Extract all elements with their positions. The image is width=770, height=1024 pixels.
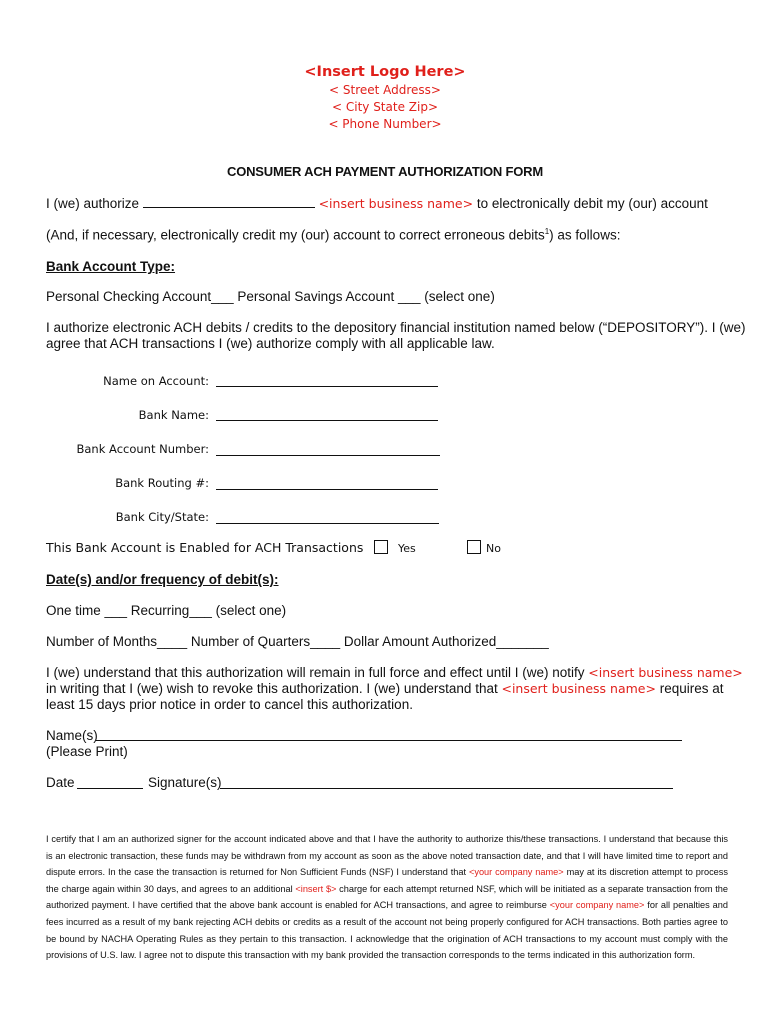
bank-type-options bbox=[46, 289, 495, 304]
authorizer-name-blank[interactable] bbox=[143, 195, 315, 208]
name-on-account-field[interactable] bbox=[216, 386, 438, 387]
credit-line-text: (And, if necessary, electronically credit my (our) account to correct erroneous debits bbox=[46, 227, 545, 243]
months-quarters-amount-line[interactable]: Number of Months____ Number of Quarters____ Dollar Amount Authorized_______ bbox=[46, 634, 549, 649]
ach-enabled-label: This Bank Account is Enabled for ACH Transactions bbox=[46, 540, 364, 555]
depository-line-2: agree that ACH transactions I (we) authorize comply with all applicable law. bbox=[46, 336, 495, 351]
authorize-line bbox=[46, 195, 708, 211]
revoke-line-1 bbox=[46, 665, 743, 680]
authorize-suffix: to electronically debit my (our) account bbox=[476, 196, 708, 211]
date-field[interactable] bbox=[77, 788, 143, 789]
no-label: No bbox=[486, 542, 501, 555]
names-field[interactable] bbox=[96, 740, 682, 741]
city-state-label: Bank City/State: bbox=[115, 510, 209, 524]
logo-placeholder: <Insert Logo Here> bbox=[304, 64, 466, 80]
revoke-text-2: in writing that I (we) wish to revoke this authorization. I (we) understand that bbox=[46, 681, 498, 696]
yes-checkbox[interactable] bbox=[374, 540, 388, 554]
frequency-heading: Date(s) and/or frequency of debit(s): bbox=[46, 572, 279, 587]
routing-field[interactable] bbox=[216, 489, 438, 490]
no-checkbox[interactable] bbox=[467, 540, 481, 554]
credit-line bbox=[46, 227, 620, 243]
account-number-label: Bank Account Number: bbox=[76, 442, 209, 456]
revoke-text-1: I (we) understand that this authorization will remain in full force and effect until I (we) notify bbox=[46, 665, 585, 680]
form-title: CONSUMER ACH PAYMENT AUTHORIZATION FORM bbox=[227, 164, 543, 179]
savings-option[interactable]: Personal Savings Account ___ bbox=[237, 289, 421, 304]
names-label: Name(s) bbox=[46, 728, 98, 743]
account-number-field[interactable] bbox=[216, 455, 440, 456]
footnote-marker: 1 bbox=[544, 227, 550, 236]
yes-label: Yes bbox=[398, 542, 416, 555]
checking-option[interactable]: Personal Checking Account___ bbox=[46, 289, 234, 304]
name-on-account-label: Name on Account: bbox=[103, 374, 209, 388]
authorize-prefix: I (we) authorize bbox=[46, 196, 140, 211]
company-name-placeholder-2: <your company name> bbox=[549, 900, 645, 911]
revoke-line-3: least 15 days prior notice in order to cancel this authorization. bbox=[46, 697, 413, 712]
amount-placeholder: <insert $> bbox=[295, 883, 337, 894]
company-name-placeholder-1: <your company name> bbox=[468, 867, 564, 878]
business-name-placeholder-2: <insert business name> bbox=[588, 665, 743, 680]
legal-text-2: may at its discretion attempt to process the charge again within 30 days, and agrees to an additional bbox=[46, 867, 728, 894]
legal-text-3: charge for each attempt returned NSF, which will be initiated as a separate transaction from the authorized payment. I have certified that the above bank account is enabled for ACH transactions, and agree to reimburse bbox=[46, 883, 728, 911]
bank-name-label: Bank Name: bbox=[138, 408, 209, 422]
routing-label: Bank Routing #: bbox=[115, 476, 209, 490]
select-one-note: (select one) bbox=[424, 289, 495, 304]
one-time-recurring-line[interactable]: One time ___ Recurring___ (select one) bbox=[46, 603, 287, 618]
business-name-placeholder: <insert business name> bbox=[318, 196, 474, 211]
bank-type-heading: Bank Account Type: bbox=[46, 259, 176, 274]
city-state-field[interactable] bbox=[216, 523, 439, 524]
street-address: < Street Address> bbox=[329, 83, 441, 97]
bank-name-field[interactable] bbox=[216, 420, 438, 421]
revoke-text-3: requires at bbox=[659, 681, 724, 696]
legal-text-1: I certify that I am an authorized signer for the account indicated above and that I have the authority to authorize this/these transactions. I understand that because this is an electronic transaction, these funds may be withdrawn from my account as soon as the above noted transaction date, and that I will have limited time to report and dispute errors. In the case the transaction is returned for Non Sufficient Funds (NSF) I understand that bbox=[46, 834, 728, 878]
signature-field[interactable] bbox=[220, 788, 673, 789]
city-state-zip: < City State Zip> bbox=[331, 100, 438, 114]
legal-disclaimer bbox=[46, 831, 728, 964]
credit-line-suffix: ) as follows: bbox=[549, 227, 621, 243]
legal-text-4: for all penalties and fees incurred as a result of my bank rejecting ACH debits or credits as a result of the account not being properly configured for ACH transactions. Both parties agree to be bound by NACHA Operating Rules as they pertain to this transaction. I acknowledge that the origination of ACH transactions to my account must comply with the provisions of U.S. law. I agree not to dispute this transaction with my bank provided the transaction corresponds to the terms indicated in this authorization form. bbox=[46, 900, 728, 961]
business-name-placeholder-3: <insert business name> bbox=[501, 681, 656, 696]
revoke-line-2 bbox=[46, 681, 724, 696]
date-label: Date bbox=[46, 775, 75, 790]
please-print-note: (Please Print) bbox=[46, 744, 128, 759]
signature-label: Signature(s) bbox=[148, 775, 222, 790]
phone-number: < Phone Number> bbox=[328, 117, 442, 131]
depository-line-1: I authorize electronic ACH debits / credits to the depository financial institution named below (“DEPOSITORY”). I (we) bbox=[46, 320, 746, 335]
